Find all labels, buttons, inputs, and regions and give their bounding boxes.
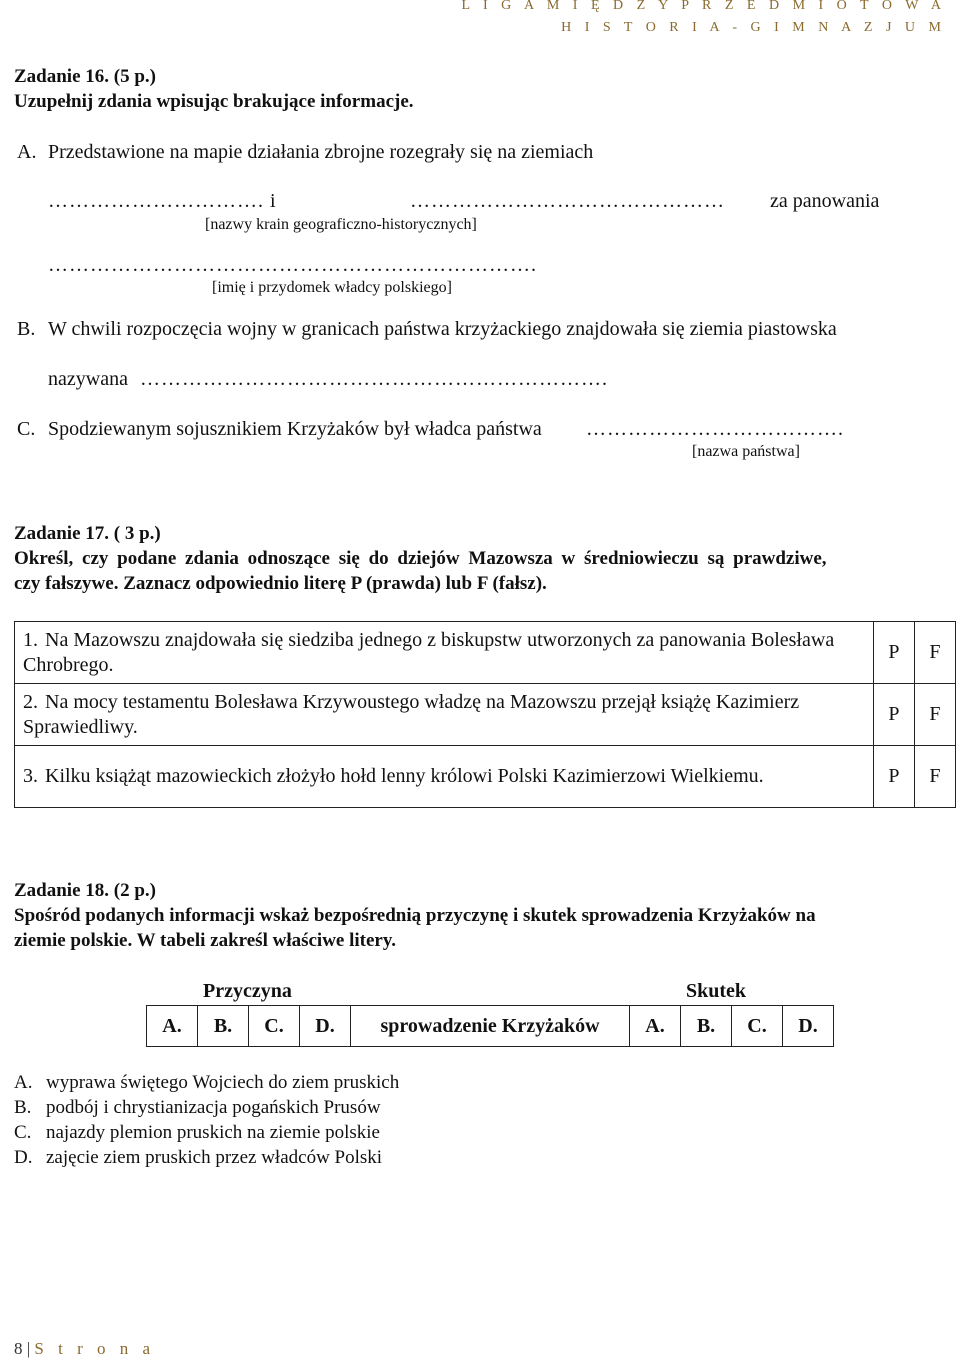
page-footer — [14, 1339, 155, 1359]
task16-b-text: W chwili rozpoczęcia wojny w granicach państwa krzyżackiego znajdowała się ziemia piastowska — [48, 318, 837, 340]
option-text: podbój i chrystianizacja pogańskich Prusów — [46, 1097, 381, 1118]
task16-b-blank[interactable]: …………………………………………………………. — [140, 368, 608, 390]
task16-c-letter: C. — [17, 418, 36, 440]
table-row — [15, 684, 956, 746]
task17-instruction-1: Określ, czy podane zdania odnoszące się do dziejów Mazowsza w średniowieczu są prawdziwe, — [14, 548, 827, 569]
false-option[interactable]: F — [914, 622, 955, 684]
task17-instruction-2: czy fałszywe. Zaznacz odpowiednio literę P (prawda) lub F (fałsz). — [14, 573, 547, 594]
task18-instruction-2: ziemie polskie. W tabeli zakreśl właściwe litery. — [14, 930, 397, 951]
option-letter: B. — [14, 1097, 32, 1118]
statement-text: Na mocy testamentu Bolesława Krzywoustego władzę na Mazowszu przejął książę Kazimierz Sprawiedliwy. — [23, 690, 800, 738]
effect-letter-c[interactable]: C. — [732, 1006, 783, 1047]
true-false-table — [14, 621, 956, 808]
true-option[interactable]: P — [873, 684, 914, 746]
table-row — [147, 1006, 834, 1047]
option-text: wyprawa świętego Wojciech do ziem pruskich — [46, 1072, 400, 1093]
task16-a-tail: za panowania — [770, 190, 880, 212]
task16-b-letter: B. — [17, 318, 36, 340]
cause-letter-c[interactable]: C. — [249, 1006, 300, 1047]
statement-cell — [15, 746, 874, 808]
option-text: najazdy plemion pruskich na ziemie polskie — [46, 1122, 380, 1143]
task17-title: Zadanie 17. ( 3 p.) — [14, 523, 161, 544]
table-row — [15, 622, 956, 684]
page-number: 8 — [14, 1339, 23, 1358]
cause-letter-b[interactable]: B. — [198, 1006, 249, 1047]
task16-a-blank-1[interactable]: …………………………. i — [48, 190, 277, 212]
middle-cell: sprowadzenie Krzyżaków — [351, 1006, 630, 1047]
cause-label: Przyczyna — [203, 980, 292, 1002]
task16-b-text-2: nazywana — [48, 368, 128, 390]
task16-a-hint-1: [nazwy krain geograficzno-historycznych] — [205, 216, 477, 233]
effect-letter-d[interactable]: D. — [783, 1006, 834, 1047]
task16-c-text: Spodziewanym sojusznikiem Krzyżaków był władca państwa — [48, 418, 542, 440]
row-number: 1. — [23, 628, 38, 651]
effect-label: Skutek — [686, 980, 747, 1002]
option-text: zajęcie ziem pruskich przez władców Polski — [46, 1147, 383, 1168]
footer-separator: | — [22, 1339, 35, 1358]
true-option[interactable]: P — [873, 746, 914, 808]
header-line-1: L I G A M I Ę D Z Y P R Z E D M I O T O W A — [461, 0, 946, 13]
task16-c-blank[interactable]: ………………………………. — [586, 418, 844, 440]
false-option[interactable]: F — [914, 684, 955, 746]
statement-cell — [15, 684, 874, 746]
true-option[interactable]: P — [873, 622, 914, 684]
task16-c-hint: [nazwa państwa] — [692, 443, 800, 460]
row-number: 2. — [23, 690, 38, 713]
statement-text: Na Mazowszu znajdowała się siedziba jednego z biskupstw utworzonych za panowania Bolesława Chrobrego. — [23, 628, 835, 676]
task16-instruction: Uzupełnij zdania wpisując brakujące informacje. — [14, 91, 414, 112]
list-item — [14, 1097, 381, 1119]
table-row — [15, 746, 956, 808]
effect-letter-b[interactable]: B. — [681, 1006, 732, 1047]
task16-a-text: Przedstawione na mapie działania zbrojne rozegrały się na ziemiach — [48, 141, 594, 163]
task18-title: Zadanie 18. (2 p.) — [14, 880, 156, 901]
row-number: 3. — [23, 765, 38, 787]
statement-cell — [15, 622, 874, 684]
false-option[interactable]: F — [914, 746, 955, 808]
option-letter: C. — [14, 1122, 32, 1143]
cause-effect-table — [146, 1005, 834, 1047]
task16-a-letter: A. — [17, 141, 37, 163]
statement-text: Kilku książąt mazowieckich złożyło hołd lenny królowi Polski Kazimierzowi Wielkiemu. — [45, 765, 764, 787]
list-item — [14, 1072, 399, 1094]
task16-a-blank-3[interactable]: ……………………………………………………………. — [48, 254, 537, 276]
list-item — [14, 1147, 382, 1169]
task16-title: Zadanie 16. (5 p.) — [14, 66, 156, 87]
task18-instruction-1: Spośród podanych informacji wskaż bezpośrednią przyczynę i skutek sprowadzenia Krzyżaków na — [14, 905, 816, 926]
header-line-2: H I S T O R I A - G I M N A Z J U M — [561, 20, 946, 35]
list-item — [14, 1122, 380, 1144]
task16-a-blank-2[interactable]: ……………………………………… — [410, 190, 725, 212]
effect-letter-a[interactable]: A. — [630, 1006, 681, 1047]
cause-letter-a[interactable]: A. — [147, 1006, 198, 1047]
option-letter: A. — [14, 1072, 33, 1093]
option-letter: D. — [14, 1147, 33, 1168]
task16-a-hint-2: [imię i przydomek władcy polskiego] — [212, 279, 452, 296]
page-label: S t r o n a — [34, 1339, 156, 1358]
cause-letter-d[interactable]: D. — [300, 1006, 351, 1047]
